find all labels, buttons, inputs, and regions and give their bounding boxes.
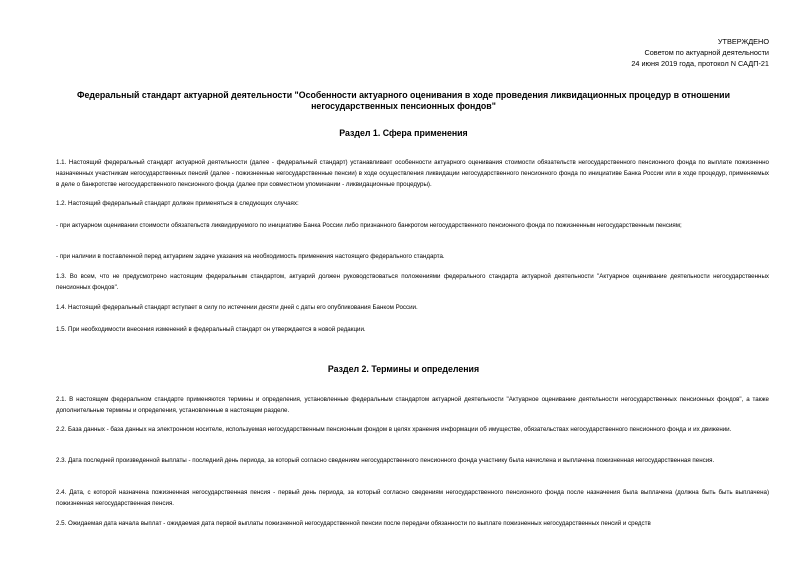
section-2-heading: Раздел 2. Термины и определения <box>327 364 480 374</box>
section-1-heading: Раздел 1. Сфера применения <box>339 128 468 138</box>
approval-date: 24 июня 2019 года, протокол N САДП-21 <box>631 59 769 68</box>
paragraph-2-2: 2.2. База данных - база данных на электронном носителе, используемая негосударственным пенсионным фондом в целях хранения информации об имуществе, обязательствах негосударственного пенсионного фонда и их движении. <box>56 426 732 433</box>
paragraph-1-2: 1.2. Настоящий федеральный стандарт должен применяться в следующих случаях: <box>56 200 299 207</box>
paragraph-2-5: 2.5. Ожидаемая дата начала выплат - ожидаемая дата первой выплаты пожизненной негосударственной пенсии после передачи обязанности по выплате пожизненных негосударственных пенсий и средств <box>56 520 651 527</box>
paragraph-1-2-item-2: - при наличии в поставленной перед актуарием задаче указания на необходимость применения настоящего федерального стандарта. <box>56 253 445 260</box>
approval-block <box>631 36 769 69</box>
approval-body: Советом по актуарной деятельности <box>644 48 769 57</box>
approval-stamp: УТВЕРЖДЕНО <box>717 37 769 46</box>
paragraph-2-4: 2.4. Дата, с которой назначена пожизненная негосударственная пенсия - первый день периода, за который согласно сведениям негосударственного пенсионного фонда после назначения была выплачена (должна быть быть выплачена) пожизненная негосударственная пенсия. <box>56 489 769 507</box>
paragraph-1-4: 1.4. Настоящий федеральный стандарт вступает в силу по истечении десяти дней с даты его опубликования Банком России. <box>56 304 418 311</box>
paragraph-1-3: 1.3. Во всем, что не предусмотрено настоящим федеральным стандартом, актуарий должен руководствоваться положениями федерального стандарта актуарной деятельности "Актуарное оценивание деятельности негосударственных пенсионных фондов". <box>56 273 769 291</box>
paragraph-1-5: 1.5. При необходимости внесения изменений в федеральный стандарт он утверждается в новой редакции. <box>56 326 366 333</box>
paragraph-1-1: 1.1. Настоящий федеральный стандарт актуарной деятельности (далее - федеральный стандарт) устанавливает особенности актуарного оценивания стоимости обязательств негосударственного пенсионного фонда по выплате пожизненно назначенных участникам негосударственных пенсий (далее - пожизненные негосударственные пенсии) в ходе осуществления ликвидации негосударственного пенсионного фонда по инициативе Банка России или в ходе процедур, применяемых в деле о банкротстве негосударственного пенсионного фонда (далее при совместном упоминании - ликвидационные процедуры). <box>56 159 769 188</box>
paragraph-2-1: 2.1. В настоящем федеральном стандарте применяются термины и определения, установленные федеральным стандартом актуарной деятельности "Актуарное оценивание деятельности негосударственных пенсионных фондов", а также дополнительные термины и определения, установленные в настоящем разделе. <box>56 396 769 414</box>
document-title: Федеральный стандарт актуарной деятельности "Особенности актуарного оценивания в ходе проведения ликвидационных процедур в отношении негосударственных пенсионных фондов" <box>77 90 730 111</box>
paragraph-2-3: 2.3. Дата последней произведенной выплаты - последний день периода, за который согласно сведениям негосударственного пенсионного фонда участнику была начислена и выплачена пожизненная негосударственная пенсия. <box>56 457 715 464</box>
paragraph-1-2-item-1: - при актуарном оценивании стоимости обязательств ликвидируемого по инициативе Банка России либо признанного банкротом негосударственного пенсионного фонда по пожизненным негосударственным пенсиям; <box>56 222 682 229</box>
